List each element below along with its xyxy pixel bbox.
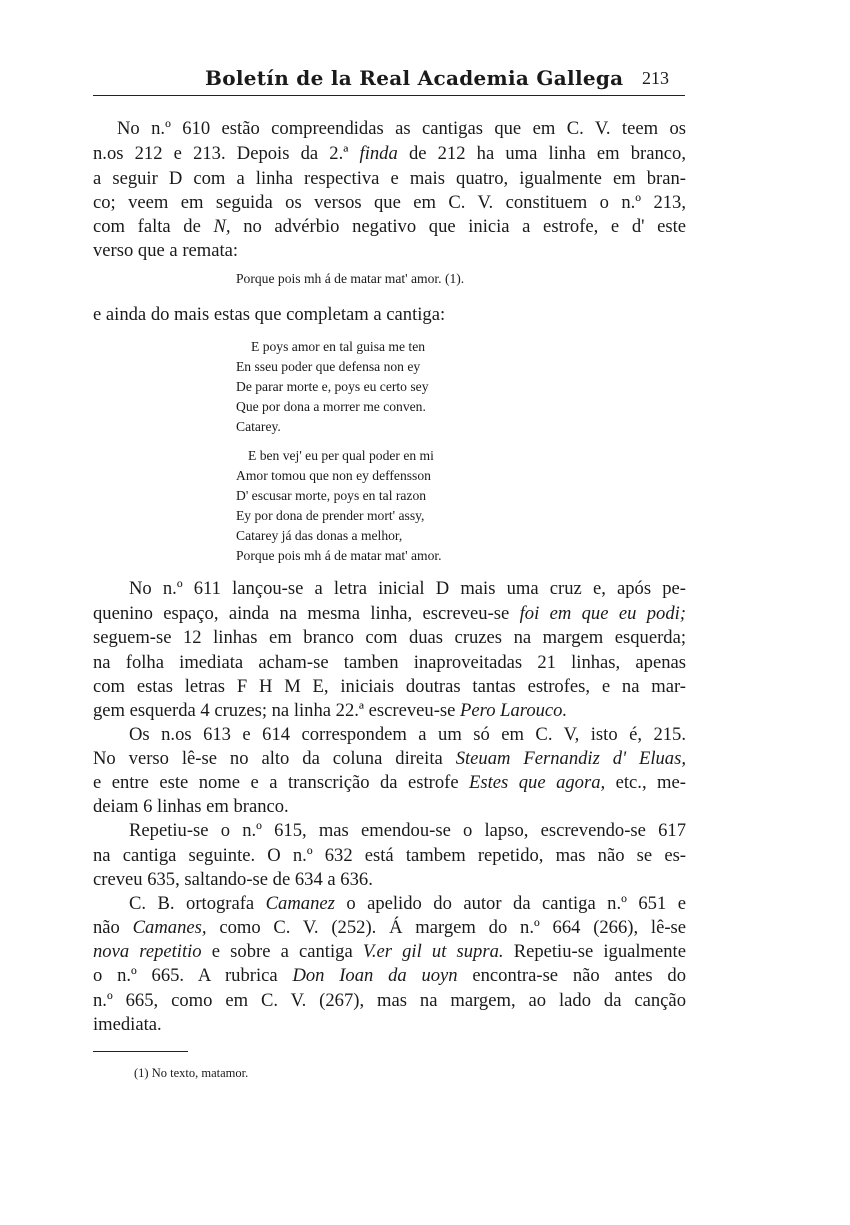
text-line: com estas letras F H M E, iniciais doutras tantas estrofes, e na mar- <box>93 676 686 697</box>
text-line: com falta de N, no advérbio negativo que inicia a estrofe, e d' este <box>93 216 687 237</box>
text-line: a seguir D com a linha respectiva e mais quatro, igualmente em bran- <box>93 168 686 189</box>
header-rule <box>93 95 685 96</box>
text-line: creveu 635, saltando-se de 634 a 636. <box>93 869 373 890</box>
text-line: Repetiu-se o n.º 615, mas emendou-se o lapso, escrevendo-se 617 <box>129 820 686 841</box>
text-line: No n.º 611 lançou-se a letra inicial D mais uma cruz e, após pe- <box>129 578 686 599</box>
verse-line: D' escusar morte, poys en tal razon <box>236 488 427 503</box>
verse-line: E ben vej' eu per qual poder en mi <box>248 448 434 463</box>
verse-line: Catarey já das donas a melhor, <box>236 528 403 543</box>
text-line: na folha imediata acham-se tamben inaproveitadas 21 linhas, apenas <box>93 652 686 673</box>
journal-title: Boletín de la Real Academia Gallega <box>205 66 624 90</box>
verse-line: Amor tomou que non ey deffensson <box>236 468 431 483</box>
text-line: na cantiga seguinte. O n.º 632 está tambem repetido, mas não se es- <box>93 845 686 866</box>
text-line: e entre este nome e a transcrição da estrofe Estes que agora, etc., me- <box>93 772 686 793</box>
text-line: não Camanes, como C. V. (252). Á margem do n.º 664 (266), lê-se <box>93 917 687 938</box>
text-line: n.º 665, como em C. V. (267), mas na margem, ao lado da canção <box>93 990 686 1011</box>
text-line: Os n.os 613 e 614 correspondem a um só em C. V, isto é, 215. <box>129 724 686 745</box>
text-line: verso que a remata: <box>93 240 239 261</box>
text-line: n.os 212 e 213. Depois da 2.ª finda de 212 ha uma linha em branco, <box>93 143 686 164</box>
text-line: o n.º 665. A rubrica Don Ioan da uoyn encontra-se não antes do <box>93 965 687 986</box>
text-line: co; veem em seguida os versos que em C. V. constituem o n.º 213, <box>93 192 686 213</box>
verse-line: Que por dona a morrer me conven. <box>236 399 426 414</box>
text-line: seguem-se 12 linhas em branco com duas cruzes na margem esquerda; <box>93 627 686 648</box>
text-line: C. B. ortografa Camanez o apelido do autor da cantiga n.º 651 e <box>129 893 686 914</box>
footnote: (1) No texto, matamor. <box>134 1066 249 1080</box>
verse-line: En sseu poder que defensa non ey <box>236 359 421 374</box>
text-line: quenino espaço, ainda na mesma linha, escreveu-se foi em que eu podi; <box>93 603 686 624</box>
text-line: nova repetitio e sobre a cantiga V.er gil ut supra. Repetiu-se igualmente <box>93 941 686 962</box>
verse-line: Porque pois mh á de matar mat' amor. <box>236 548 442 563</box>
verse-line: E poys amor en tal guisa me ten <box>251 339 426 354</box>
text-line: gem esquerda 4 cruzes; na linha 22.ª escreveu-se Pero Larouco. <box>93 700 568 721</box>
text-line: deiam 6 linhas em branco. <box>93 796 289 817</box>
verse-line: Ey por dona de prender mort' assy, <box>236 508 425 523</box>
text-line: e ainda do mais estas que completam a cantiga: <box>93 304 446 325</box>
text-line: imediata. <box>93 1014 162 1035</box>
footnote-rule <box>93 1051 188 1052</box>
text-line: No n.º 610 estão compreendidas as cantigas que em C. V. teem os <box>117 118 686 139</box>
text-line: No verso lê-se no alto da coluna direita Steuam Fernandiz d' Eluas, <box>93 748 686 769</box>
running-header <box>93 64 685 96</box>
verse-line: Catarey. <box>236 419 281 434</box>
verse-line: De parar morte e, poys eu certo sey <box>236 379 429 394</box>
verse-quote: Porque pois mh á de matar mat' amor. (1). <box>236 271 465 286</box>
page-number: 213 <box>642 68 669 88</box>
